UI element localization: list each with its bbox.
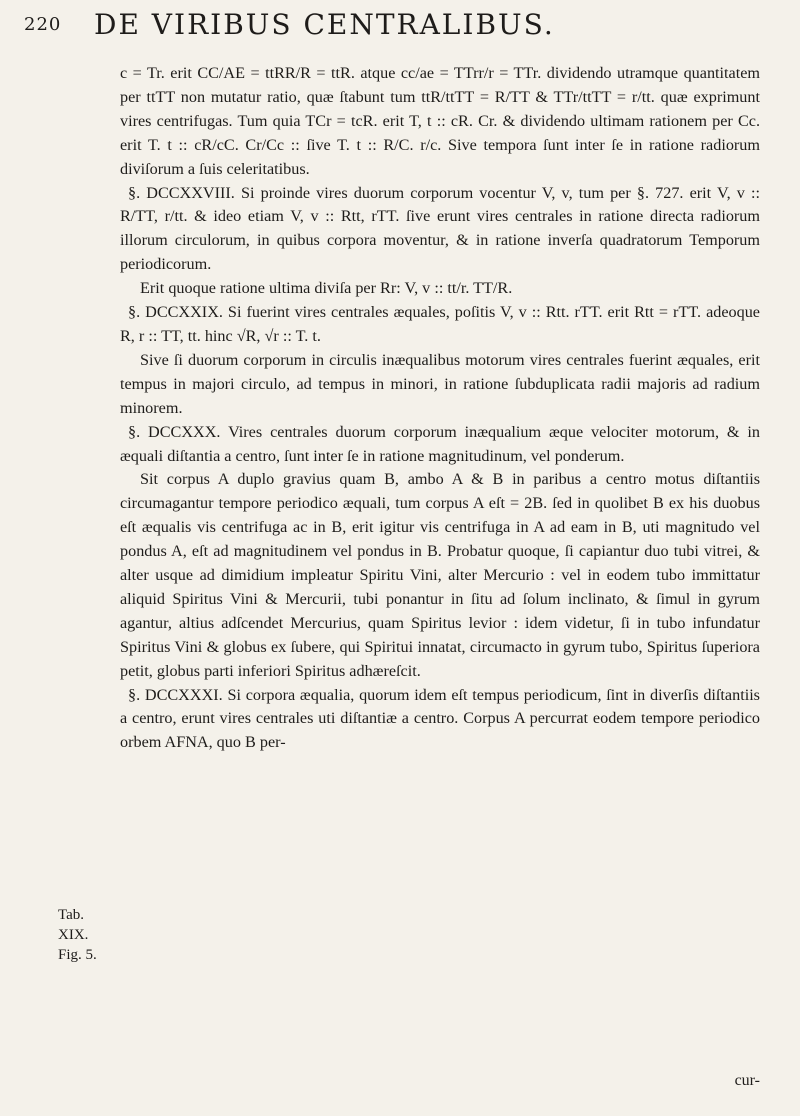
margin-figure-reference <box>58 905 98 965</box>
margin-table-number: XIX. <box>58 927 89 943</box>
margin-figure-number: Fig. 5. <box>58 947 97 963</box>
body-text <box>120 62 760 755</box>
page-number: 220 <box>24 14 62 35</box>
section-dccxxx: §. DCCXXX. Vires centrales duorum corporum inæqualium æque velociter motorum, & in æquali diſtantia a centro, ſunt inter ſe in ratione magnitudinum, vel ponderum. <box>120 422 760 465</box>
section-dccxxxi: §. DCCXXXI. Si corpora æqualia, quorum idem eſt tempus periodicum, ſint in diverſis diſtantiis a centro, erunt vires centrales uti diſtantiæ a centro. Corpus A percurrat eodem tempore periodico orbem AFNA, quo B per- <box>120 685 760 752</box>
running-head: DE VIRIBUS CENTRALIBUS. <box>94 8 555 41</box>
margin-tab: Tab. <box>58 907 85 923</box>
paragraph-equal-forces: Sive ſi duorum corporum in circulis inæqualibus motorum vires centrales fuerint æquales, erit tempus in majori circulo, ad tempus in minori, in ratione ſubduplicata radii majoris ad radium minorem. <box>120 350 760 417</box>
paragraph-ratio: Erit quoque ratione ultima diviſa per Rr: V, v :: tt/r. TT/R. <box>140 279 513 298</box>
page-header <box>24 8 776 44</box>
section-dccxxviii: §. DCCXXVIII. Si proinde vires duorum corporum vocentur V, v, tum per §. 727. erit V, v :: R/TT, r/tt. & ideo etiam V, v :: Rtt, rTT. ſive erunt vires centrales in ratione directa radiorum illorum circulorum, in quibus corpora moventur, & in ratione inverſa quadratorum Temporum periodicorum. <box>120 183 760 274</box>
section-dccxxix: §. DCCXXIX. Si fuerint vires centrales æquales, poſitis V, v :: Rtt. rTT. erit Rtt = rTT. adeoque R, r :: TT, tt. hinc √R, √r :: T. t. <box>120 303 760 345</box>
paragraph-formulas: c = Tr. erit CC/AE = ttRR/R = ttR. atque cc/ae = TTrr/r = TTr. dividendo utramque quantitatem per ttTT non mutatur ratio, quæ ſtabunt tum ttR/ttTT = R/TT & TTr/ttTT = r/tt. quæ exprimunt vires centrifugas. Tum quia TCr = tcR. erit T, t :: cR. Cr. & dividendo ultimam rationem per Cc. erit T. t :: cR/cC. Cr/Cc :: ſive T. t :: R/C. r/c. Sive tempora ſunt inter ſe in ratione radiorum diviſorum a ſuis celeritatibus. <box>120 64 760 178</box>
paragraph-experiment: Sit corpus A duplo gravius quam B, ambo A & B in paribus a centro motus diſtantiis circumagantur tempore periodico æquali, tum corpus A eſt = 2B. ſed in quolibet B ex his duobus eſt æqualis vis centrifuga ac in B, erit igitur vis centrifuga in A ad eam in B, uti magnitudo vel pondus A, eſt ad magnitudinem vel pondus in B. Probatur quoque, ſi capiantur duo tubi vitrei, & alter usque ad dimidium impleatur Spiritu Vini, alter Mercurio : vel in eodem tubo immittatur aliquid Spiritus Vini & Mercurii, tubi ponantur in ſitu ad ſolum inclinato, & ſimul in gyrum agantur, altius adſcendet Mercurius, quam Spiritus levior : idem videtur, ſi in tubo infundatur Spiritus Vini & globus ex ſubere, qui Spiritui innatat, circumacto in gyrum tubo, Spiritus ſuperiora petit, globus parti inferiori Spiritus adhæreſcit. <box>120 470 760 680</box>
catchword: cur- <box>734 1072 760 1089</box>
